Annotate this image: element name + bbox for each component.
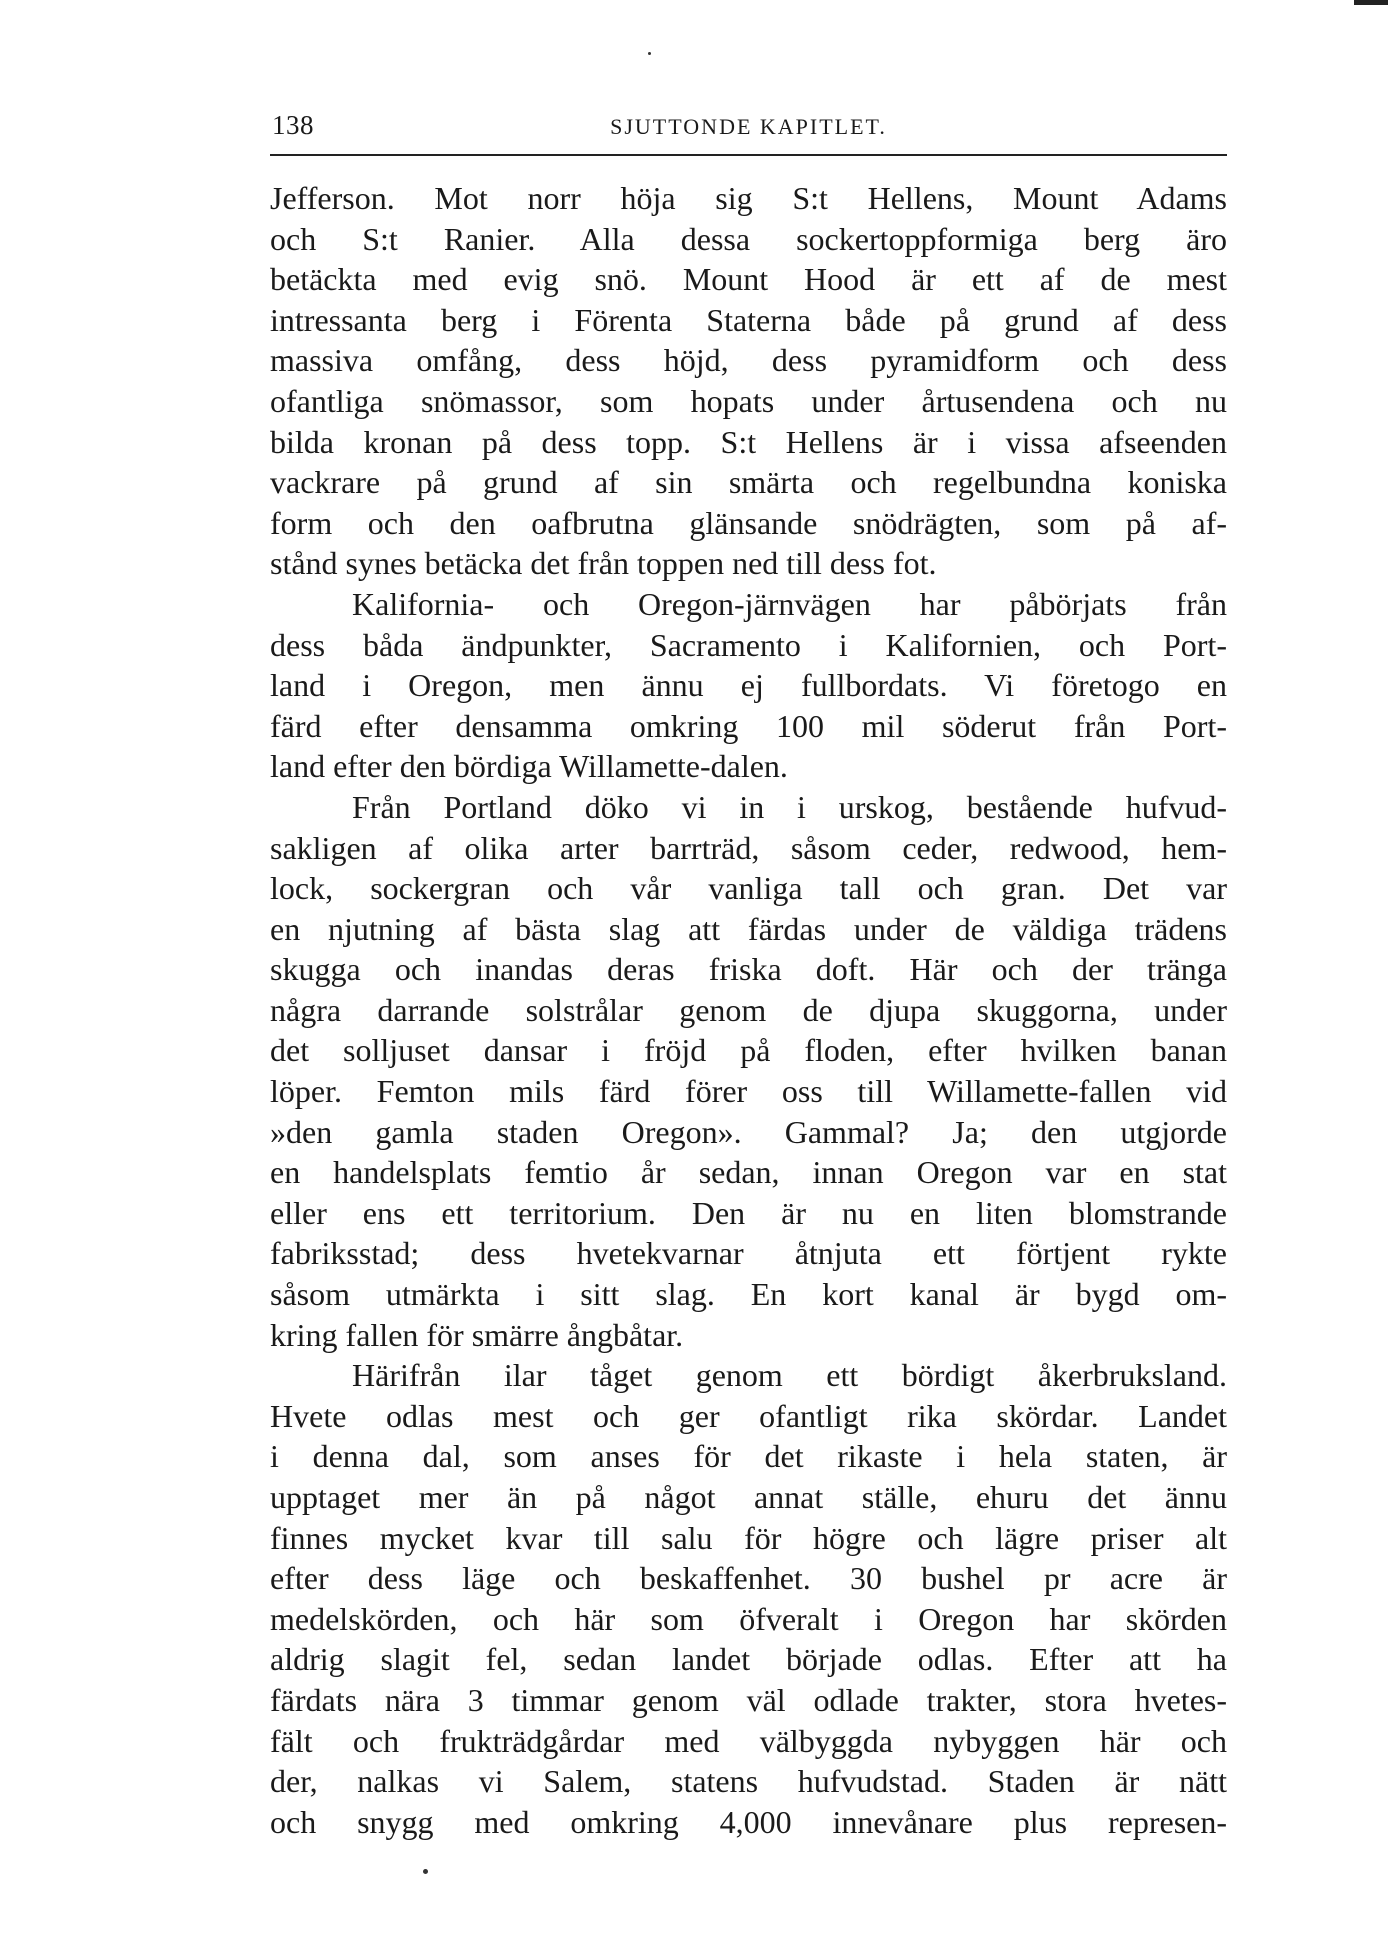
- text-line: form och den oafbrutna glänsande snödrägten, som på af-: [270, 504, 1227, 541]
- text-line: och S:t Ranier. Alla dessa sockertoppformiga berg äro: [270, 220, 1227, 257]
- chapter-title: SJUTTONDE KAPITLET.: [610, 114, 887, 139]
- text-line: Jefferson. Mot norr höja sig S:t Hellens, Mount Adams: [270, 180, 1227, 216]
- text-line: efter dess läge och beskaffenhet. 30 bushel pr acre är: [270, 1560, 1227, 1597]
- scan-speck: [648, 52, 651, 55]
- text-line: Från Portland döko vi in i urskog, bestående hufvud-: [352, 788, 1227, 825]
- text-line: några darrande solstrålar genom de djupa skuggorna, under: [270, 991, 1227, 1028]
- text-line: en njutning af bästa slag att färdas under de väldiga trädens: [270, 910, 1227, 947]
- scan-speck: [423, 1869, 428, 1874]
- text-line: Hvete odlas mest och ger ofantligt rika skördar. Landet: [270, 1397, 1227, 1434]
- text-line: der, nalkas vi Salem, statens hufvudstad. Staden är nätt: [270, 1763, 1227, 1800]
- text-line: upptaget mer än på något annat ställe, ehuru det ännu: [270, 1479, 1227, 1515]
- text-line: i denna dal, som anses för det rikaste i hela staten, är: [270, 1438, 1227, 1475]
- text-line: land efter den bördiga Willamette-dalen.: [270, 748, 788, 785]
- text-line: färd efter densamma omkring 100 mil söderut från Port-: [270, 707, 1227, 744]
- text-line: löper. Femton mils färd förer oss till Willamette-fallen vid: [270, 1073, 1227, 1110]
- text-line: »den gamla staden Oregon». Gammal? Ja; den utgjorde: [270, 1113, 1227, 1150]
- book-page: [270, 0, 1227, 1943]
- text-line: land i Oregon, men ännu ej fullbordats. Vi företogo en: [270, 667, 1227, 704]
- text-line: finnes mycket kvar till salu för högre och lägre priser alt: [270, 1519, 1227, 1556]
- text-line: såsom utmärkta i sitt slag. En kort kanal är bygd om-: [270, 1276, 1227, 1313]
- text-line: lock, sockergran och vår vanliga tall och gran. Det var: [270, 870, 1227, 907]
- text-line: en handelsplats femtio år sedan, innan Oregon var en stat: [270, 1154, 1227, 1191]
- text-line: ofantliga snömassor, som hopats under årtusendena och nu: [270, 382, 1227, 419]
- text-line: betäckta med evig snö. Mount Hood är ett af de mest: [270, 261, 1227, 298]
- text-line: stånd synes betäcka det från toppen ned till dess fot.: [270, 545, 937, 582]
- text-line: kring fallen för smärre ångbåtar.: [270, 1316, 684, 1353]
- running-head: [270, 108, 1227, 156]
- body-text: [270, 178, 1227, 1842]
- text-line: medelskörden, och här som öfveralt i Oregon har skörden: [270, 1600, 1227, 1637]
- page-number: 138: [272, 110, 314, 140]
- text-line: aldrig slagit fel, sedan landet började odlas. Efter att ha: [270, 1641, 1227, 1678]
- text-line: färdats nära 3 timmar genom väl odlade trakter, stora hvetes-: [270, 1681, 1227, 1718]
- text-line: Härifrån ilar tåget genom ett bördigt åkerbruksland.: [352, 1357, 1227, 1394]
- text-line: och snygg med omkring 4,000 innevånare plus represen-: [270, 1803, 1227, 1840]
- text-line: eller ens ett territorium. Den är nu en liten blomstrande: [270, 1194, 1227, 1231]
- text-line: vackrare på grund af sin smärta och regelbundna koniska: [270, 464, 1227, 501]
- text-line: fält och frukträdgårdar med välbyggda nybyggen här och: [270, 1722, 1227, 1759]
- text-line: dess båda ändpunkter, Sacramento i Kalifornien, och Port-: [270, 626, 1227, 663]
- text-line: Kalifornia- och Oregon-järnvägen har påbörjats från: [352, 585, 1227, 622]
- text-line: det solljuset dansar i fröjd på floden, efter hvilken banan: [270, 1032, 1227, 1069]
- text-line: bilda kronan på dess topp. S:t Hellens är i vissa afseenden: [270, 423, 1227, 460]
- text-line: intressanta berg i Förenta Staterna både på grund af dess: [270, 301, 1227, 338]
- scan-mark: [1354, 0, 1388, 5]
- text-line: massiva omfång, dess höjd, dess pyramidform och dess: [270, 342, 1227, 379]
- text-line: fabriksstad; dess hvetekvarnar åtnjuta ett förtjent rykte: [270, 1235, 1227, 1272]
- text-line: sakligen af olika arter barrträd, såsom ceder, redwood, hem-: [270, 829, 1227, 866]
- text-line: skugga och inandas deras friska doft. Här och der tränga: [270, 951, 1227, 988]
